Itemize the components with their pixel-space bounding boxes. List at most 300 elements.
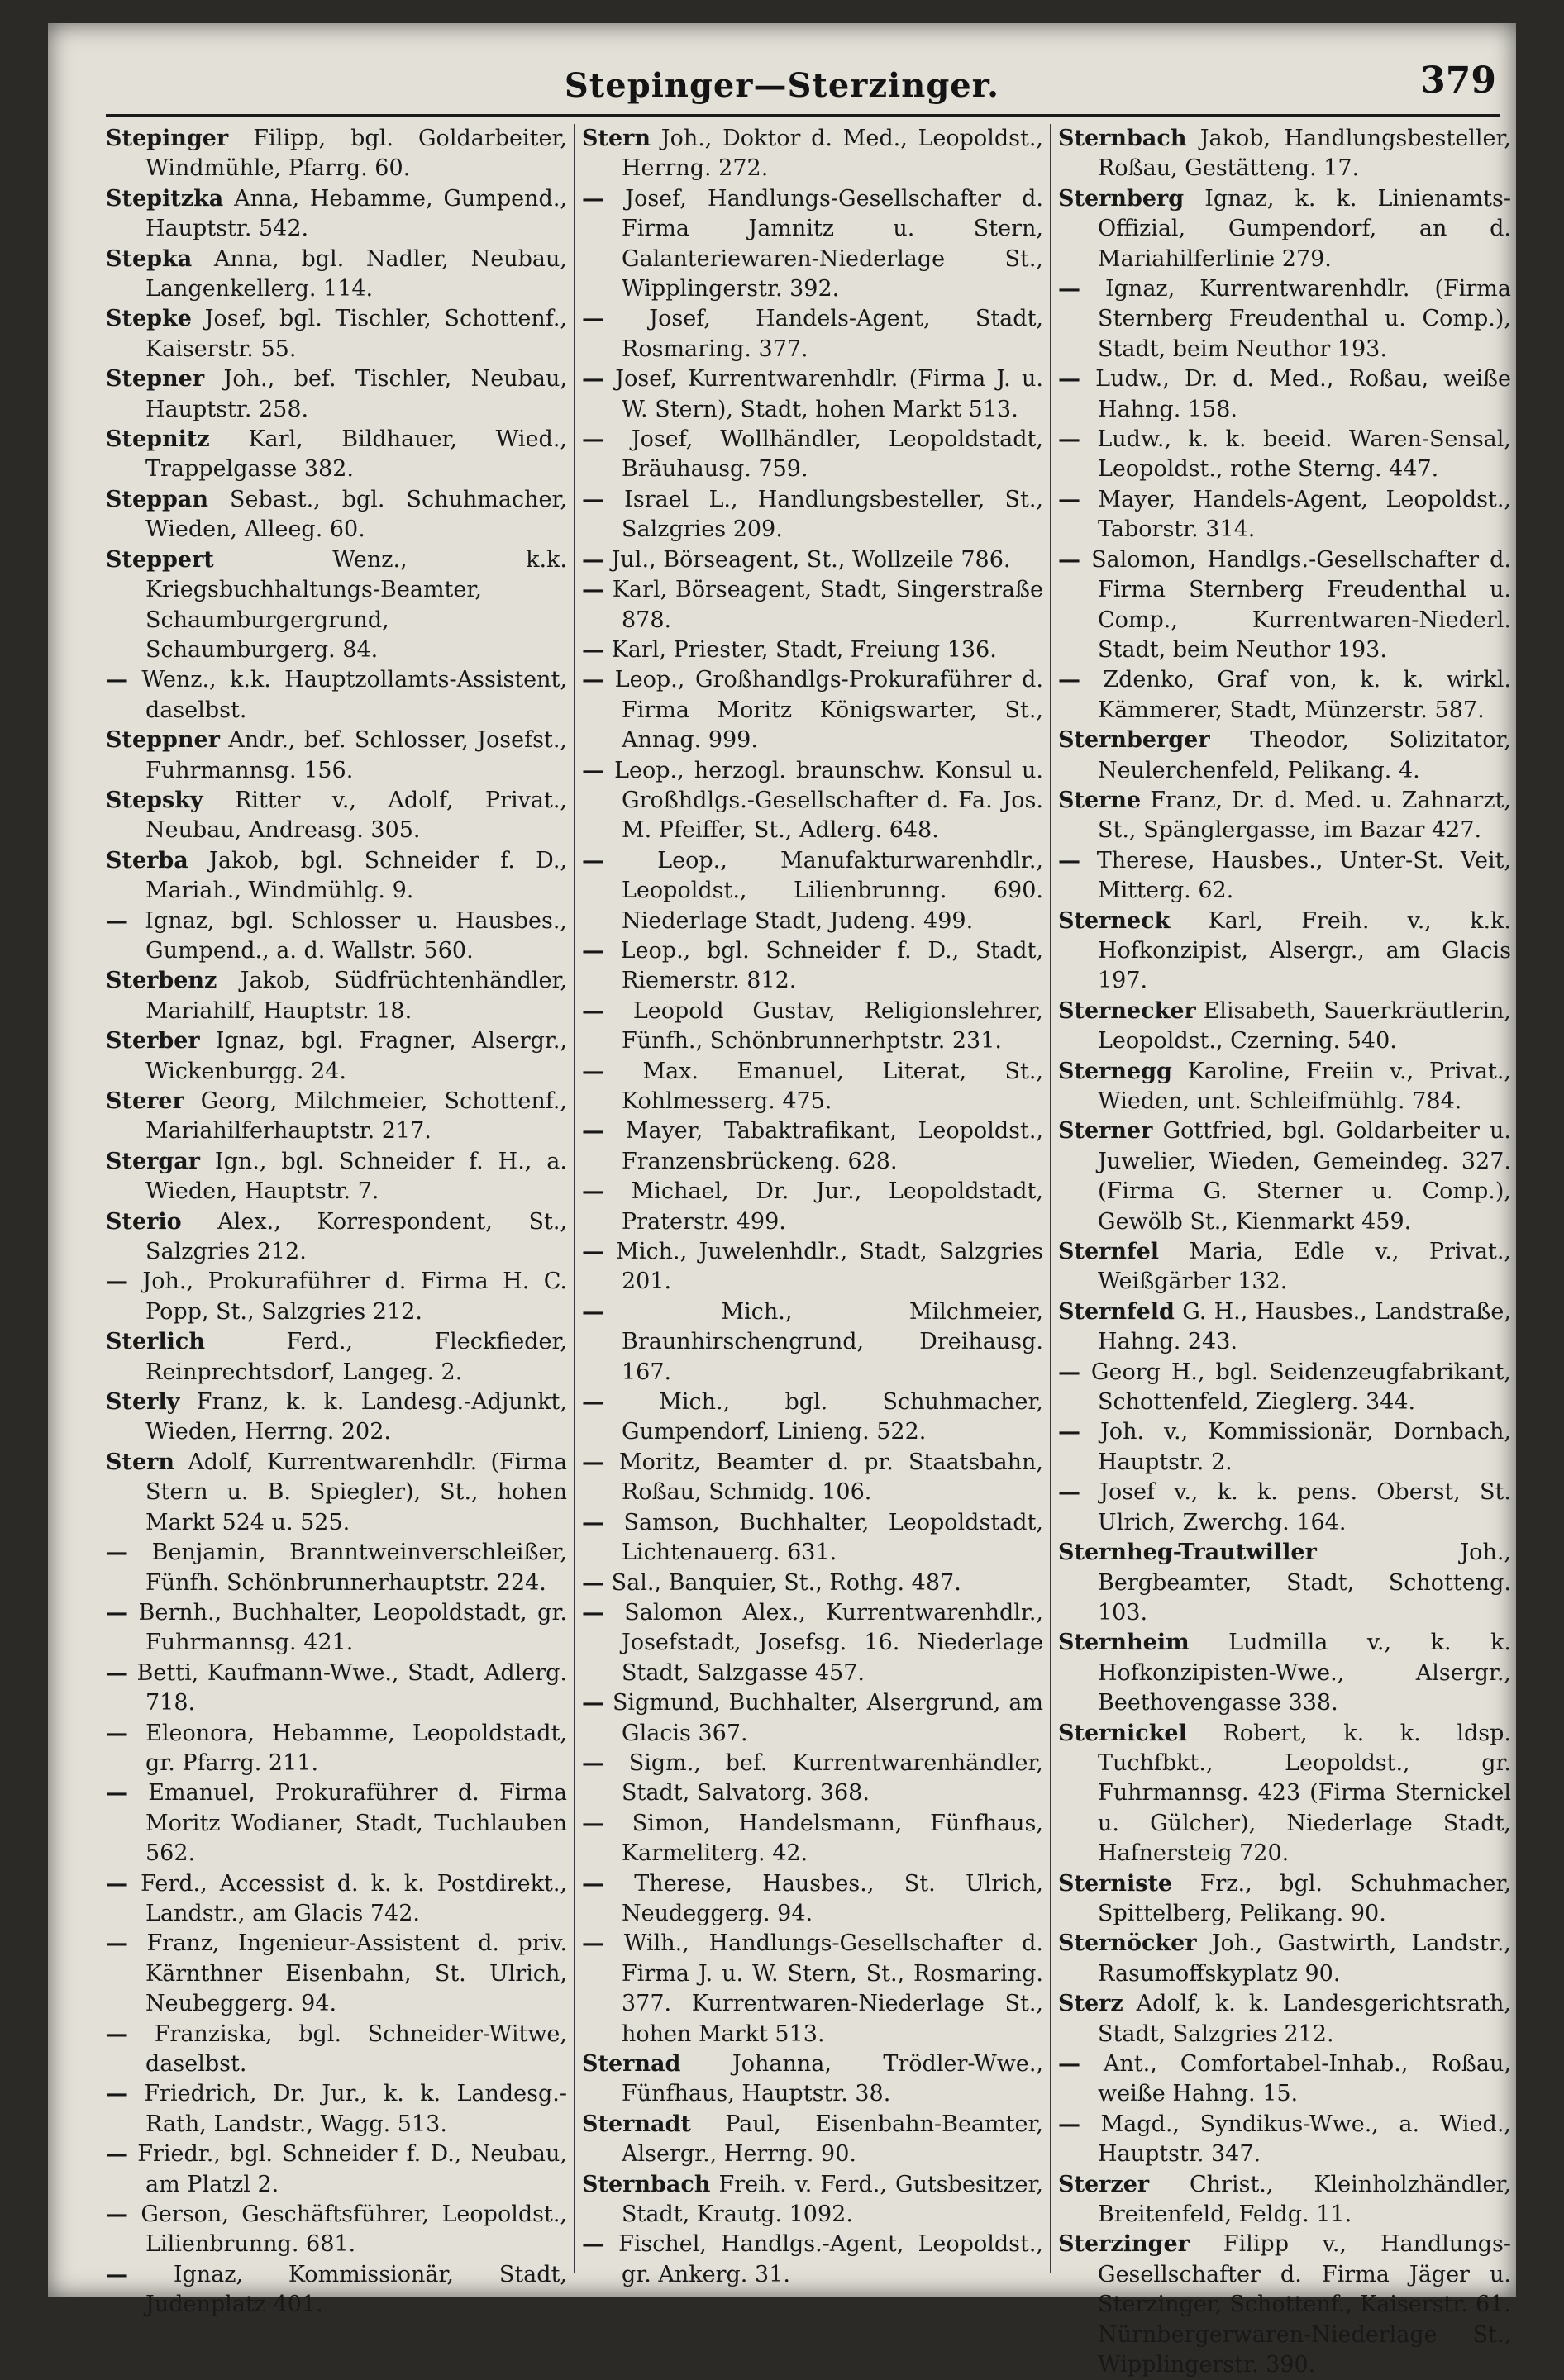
entry-details: Sebast., bgl. Schuhmacher, Wieden, Alleeg. 60. [145,486,567,543]
directory-entry [582,635,1043,665]
directory-entry [582,124,1043,184]
entry-surname: — [582,426,604,453]
entry-surname: Stepitzka [106,185,224,212]
entry-details: Ignaz, Kurrentwarenhdlr. (Firma Sternberg Freudenthal u. Comp.), Stadt, beim Neuthor 193. [1098,276,1511,362]
directory-entry [582,364,1043,425]
entry-details: Sal., Banquier, St., Rothg. 487. [611,1569,961,1596]
entry-surname: — [1058,2111,1080,2137]
directory-entry [106,1026,567,1087]
entry-surname: — [1058,486,1080,512]
page-number: 379 [1420,60,1496,102]
directory-entry [1058,485,1511,545]
entry-details: Israel L., Handlungsbesteller, St., Salzgries 209. [622,486,1043,543]
directory-entry [106,1388,567,1448]
directory-entry [1058,1719,1511,1869]
entry-details: Moritz, Beamter d. pr. Staatsbahn, Roßau, Schmidg. 106. [619,1449,1043,1506]
entry-surname: — [582,1389,604,1416]
directory-entry [582,1568,1043,1598]
directory-entry [582,1057,1043,1117]
directory-entry [106,245,567,305]
directory-entry [1058,425,1511,485]
entry-surname: — [1058,1359,1080,1385]
entry-details: Friedrich, Dr. Jur., k. k. Landesg.-Rath, Landstr., Wagg. 513. [144,2081,567,2137]
entry-surname: Steppert [106,546,214,573]
directory-entry [1058,184,1511,274]
directory-entry [106,2260,567,2320]
entry-details: Mich., Juwelenhdlr., Stadt, Salzgries 201. [616,1239,1043,1295]
entry-surname: — [1058,1419,1080,1445]
directory-entry [106,966,567,1026]
page-header [48,48,1516,114]
entry-surname: — [1058,366,1080,393]
entry-surname: Sterniste [1058,1870,1173,1897]
entry-surname: — [582,997,604,1024]
entry-details: Elisabeth, Sauerkräutlerin, Leopoldst., Czerning. 540. [1098,997,1511,1054]
entry-surname: — [1058,667,1080,693]
directory-entry [1058,364,1511,425]
entry-details: Michael, Dr. Jur., Leopoldstadt, Praterstr. 499. [622,1178,1043,1235]
entry-surname: — [106,667,128,693]
directory-entry [1058,997,1511,1057]
entry-surname: — [106,1720,128,1746]
directory-entry [1058,786,1511,846]
directory-entry [582,184,1043,305]
entry-surname: — [582,366,604,393]
column-divider [1050,124,1051,2273]
entry-details: Paul, Eisenbahn-Beamter, Alsergr., Herrng. 90. [622,2111,1043,2168]
entry-details: Therese, Hausbes., St. Ulrich, Neudeggerg. 94. [622,1870,1043,1926]
entry-details: Freih. v. Ferd., Gutsbesitzer, Stadt, Krautg. 1092. [622,2171,1043,2228]
directory-entry [1058,2230,1511,2380]
entry-surname: — [582,1058,604,1084]
entry-details: Sigm., bef. Kurrentwarenhändler, Stadt, Salvatorg. 368. [622,1749,1043,1806]
entry-surname: — [582,1509,604,1535]
entry-surname: Stern [106,1449,175,1475]
entry-details: Josef v., k. k. pens. Oberst, St. Ulrich, Zwerchg. 164. [1098,1479,1511,1535]
entry-surname: Stepsky [106,787,203,813]
entry-details: Josef, Handlungs-Gesellschafter d. Firma Jamnitz u. Stern, Galanteriewaren-Niederlage St., Wipplingerstr. 392. [622,185,1043,302]
entry-details: Maria, Edle v., Privat., Weißgärber 132. [1098,1239,1512,1295]
entry-details: Filipp, bgl. Goldarbeiter, Windmühle, Pfarrg. 60. [145,126,567,182]
entry-surname: Sterne [1058,787,1142,813]
directory-entry [582,756,1043,846]
entry-details: Ign., bgl. Schneider f. H., a. Wieden, Hauptstr. 7. [145,1148,567,1205]
directory-entry [582,425,1043,485]
directory-entry [1058,1478,1511,1538]
entry-surname: — [582,546,604,573]
entry-details: Wilh., Handlungs-Gesellschafter d. Firma J. u. W. Stern, St., Rosmaring. 377. Kurrentwaren-Niederlage St., hohen Markt 513. [622,1930,1043,2047]
entry-surname: Sterzinger [1058,2231,1190,2258]
entry-details: Wenz., k.k. Hauptzollamts-Assistent, daselbst. [141,667,567,723]
entry-details: Leop., Großhandlgs-Prokuraführer d. Firma Moritz Königswarter, St., Annag. 999. [614,667,1043,754]
entry-details: Ant., Comfortabel-Inhab., Roßau, weiße Hahng. 15. [1098,2051,1511,2107]
entry-details: Karl, Priester, Stadt, Freiung 136. [611,636,997,663]
entry-details: Fischel, Handlgs.-Agent, Leopoldst., gr. Ankerg. 31. [618,2231,1043,2287]
entry-surname: Sternheg-Trautwiller [1058,1540,1317,1566]
entry-surname: Sternad [582,2051,681,2077]
entry-surname: — [582,185,604,212]
entry-details: Benjamin, Branntweinverschleißer, Fünfh. Schönbrunnerhauptstr. 224. [145,1540,567,1596]
entry-surname: Stern [582,126,651,151]
column-3 [1058,124,1512,2378]
directory-entry [106,665,567,726]
directory-entry [1058,1237,1511,1297]
entry-details: Joh., bef. Tischler, Neubau, Hauptstr. 258. [145,366,567,422]
directory-entry [106,2079,567,2140]
entry-details: Franz, Dr. d. Med. u. Zahnarzt, St., Spänglergasse, im Bazar 427. [1098,787,1511,844]
directory-entry [582,2230,1043,2290]
entry-details: Mich., bgl. Schuhmacher, Gumpendorf, Linieng. 522. [622,1389,1043,1445]
column-1 [106,124,568,2318]
entry-details: Gerson, Geschäftsführer, Leopoldst., Lilienbrunng. 681. [141,2202,567,2258]
entry-details: Andr., bef. Schlosser, Josefst., Fuhrmannsg. 156. [145,727,567,783]
directory-entry [106,184,567,245]
entry-surname: Sterly [106,1389,180,1416]
directory-entry [106,1147,567,1207]
entry-surname: — [582,1870,604,1897]
entry-surname: — [106,2261,128,2287]
entry-details: Salomon, Handlgs.-Gesellschafter d. Firma Sternberg Freudenthal u. Comp., Kurrentwaren-Niederl. Stadt, beim Neuthor 193. [1091,546,1511,663]
directory-entry [106,907,567,967]
directory-entry [106,1598,567,1659]
entry-details: Sigmund, Buchhalter, Alsergrund, am Glacis 367. [612,1690,1043,1746]
entry-surname: — [1058,276,1080,302]
entry-surname: Sterba [106,847,188,873]
entry-surname: Stergar [106,1148,200,1174]
entry-details: Jakob, bgl. Schneider f. D., Mariah., Windmühlg. 9. [145,847,567,904]
entry-surname: Stepka [106,245,193,272]
entry-surname: Steppner [106,727,220,754]
entry-surname: Sterer [106,1088,184,1114]
entry-details: Leop., Manufakturwarenhdlr., Leopoldst., Lilienbrunng. 690. Niederlage Stadt, Judeng. 499. [622,847,1043,934]
directory-entry [1058,2170,1511,2230]
entry-details: Salomon Alex., Kurrentwarenhdlr., Josefstadt, Josefsg. 16. Niederlage Stadt, Salzgasse 457. [622,1599,1043,1686]
entry-details: G. H., Hausbes., Landstraße, Hahng. 243. [1098,1298,1511,1355]
entry-surname: — [582,1810,604,1836]
entry-surname: — [582,486,604,512]
entry-surname: — [582,1178,604,1205]
entry-details: Leop., bgl. Schneider f. D., Stadt, Riemerstr. 812. [620,937,1043,994]
entry-surname: — [582,2231,604,2258]
entry-details: Adolf, Kurrentwarenhdlr. (Firma Stern u. B. Spiegler), St., hohen Markt 524 u. 525. [145,1449,567,1535]
entry-surname: Sterlich [106,1329,205,1355]
entry-surname: Sterneck [1058,907,1171,934]
entry-details: Mayer, Handels-Agent, Leopoldst., Taborstr. 314. [1098,486,1511,543]
entry-details: Franz, Ingenieur-Assistent d. priv. Kärnthner Eisenbahn, St. Ulrich, Neubeggerg. 94. [145,1930,567,2017]
directory-entry [106,1659,567,1719]
directory-entry [582,846,1043,936]
entry-details: Wenz., k.k. Kriegsbuchhaltungs-Beamter, Schaumburgergrund, Schaumburgerg. 84. [145,546,567,663]
directory-entry [582,1297,1043,1388]
entry-details: Josef, bgl. Tischler, Schottenf., Kaiserstr. 55. [145,306,567,362]
column-2 [582,124,1044,2287]
entry-surname: Sternbach [582,2171,711,2197]
entry-details: Anna, bgl. Nadler, Neubau, Langenkellerg. 114. [145,245,567,302]
directory-entry [582,1809,1043,1869]
entry-details: Ludw., Dr. d. Med., Roßau, weiße Hahng. 158. [1095,366,1511,422]
entry-details: Josef, Handels-Agent, Stadt, Rosmaring. 377. [622,306,1043,362]
entry-details: Jul., Börseagent, St., Wollzeile 786. [611,546,1011,573]
directory-entry [106,364,567,425]
entry-surname: Steppan [106,486,209,512]
entry-details: Franz, k. k. Landesg.-Adjunkt, Wieden, Herrng. 202. [145,1389,567,1445]
entry-surname: — [582,1930,604,1957]
entry-surname: Sterbenz [106,968,217,994]
directory-entry [106,1448,567,1538]
entry-surname: Sternecker [1058,997,1196,1024]
entry-details: Friedr., bgl. Schneider f. D., Neubau, am Platzl 2. [137,2141,567,2197]
entry-details: Robert, k. k. ldsp. Tuchfbkt., Leopoldst., gr. Fuhrmannsg. 423 (Firma Sternickel u. Gülcher), Niederlage Stadt, Hafnersteig 720. [1098,1720,1511,1867]
entry-details: Joh., Doktor d. Med., Leopoldst., Herrng. 272. [622,126,1043,182]
entry-details: Betti, Kaufmann-Wwe., Stadt, Adlerg. 718. [136,1659,567,1716]
entry-details: Ignaz, k. k. Linienamts-Offizial, Gumpendorf, an d. Mariahilferlinie 279. [1098,185,1511,272]
entry-surname: — [106,2202,128,2228]
directory-entry [582,936,1043,997]
directory-entry [582,2049,1043,2110]
entry-details: Josef, Kurrentwarenhdlr. (Firma J. u. W. Stern), Stadt, hohen Markt 513. [615,366,1043,422]
entry-surname: — [582,1239,604,1265]
directory-page [48,23,1516,2378]
entry-details: Ferd., Accessist d. k. k. Postdirekt., Landstr., am Glacis 742. [141,1870,567,1926]
entry-details: Therese, Hausbes., Unter-St. Veit, Mitterg. 62. [1096,847,1511,904]
entry-surname: — [106,1599,128,1626]
directory-entry [1058,2049,1511,2110]
entry-details: Zdenko, Graf von, k. k. wirkl. Kämmerer, Stadt, Münzerstr. 587. [1098,667,1511,723]
entry-surname: — [1058,847,1080,873]
directory-entry [106,1869,567,1930]
entry-details: Ludmilla v., k. k. Hofkonzipisten-Wwe., Alsergr., Beethovengasse 338. [1098,1630,1511,1716]
entry-surname: Sterio [106,1208,182,1235]
directory-entry [106,1207,567,1268]
directory-entry [1058,1869,1511,1930]
entry-surname: — [582,577,604,603]
directory-entry [582,304,1043,364]
entry-surname: — [1058,426,1080,453]
entry-details: Frz., bgl. Schuhmacher, Spittelberg, Pelikang. 90. [1098,1870,1511,1926]
entry-details: Bernh., Buchhalter, Leopoldstadt, gr. Fuhrmannsg. 421. [138,1599,567,1656]
entry-surname: — [106,1540,128,1566]
entry-surname: — [582,1599,604,1626]
directory-entry [106,1538,567,1598]
directory-entry [582,1749,1043,1809]
directory-entry [1058,545,1511,666]
entry-surname: — [106,1659,128,1686]
entry-details: Karl, Bildhauer, Wied., Trappelgasse 382. [145,426,567,483]
entry-details: Anna, Hebamme, Gumpend., Hauptstr. 542. [145,185,567,242]
entry-surname: — [582,757,604,783]
entry-details: Mich., Milchmeier, Braunhirschengrund, Dreihausg. 167. [622,1298,1043,1385]
entry-details: Simon, Handelsmann, Fünfhaus, Karmeliterg. 42. [622,1810,1043,1867]
entry-surname: Sternheim [1058,1630,1190,1656]
directory-entry [1058,124,1511,184]
entry-surname: Stepke [106,306,192,332]
directory-entry [582,1929,1043,2049]
directory-entry [582,575,1043,635]
entry-details: Christ., Kleinholzhändler, Breitenfeld, Feldg. 11. [1098,2171,1511,2228]
directory-entry [106,2200,567,2260]
entry-details: Joh., Gastwirth, Landstr., Rasumoffskyplatz 90. [1098,1930,1511,1987]
entry-surname: Stepner [106,366,205,393]
entry-details: Jakob, Südfrüchtenhändler, Mariahilf, Hauptstr. 18. [145,968,567,1024]
entry-surname: — [582,636,604,663]
entry-surname: Sterner [1058,1118,1153,1145]
entry-surname: — [582,937,604,964]
entry-details: Georg H., bgl. Seidenzeugfabrikant, Schottenfeld, Zieglerg. 344. [1090,1359,1511,1416]
directory-entry [582,485,1043,545]
directory-entry [106,2020,567,2080]
directory-entry [582,2110,1043,2170]
entry-surname: — [106,1269,128,1295]
directory-entry [106,1327,567,1388]
entry-details: Ritter v., Adolf, Privat., Neubau, Andreasg. 305. [145,787,567,844]
entry-surname: Sternbach [1058,126,1187,151]
directory-entry [582,997,1043,1057]
entry-details: Gottfried, bgl. Goldarbeiter u. Juwelier, Wieden, Gemeindeg. 327. (Firma G. Sterner u. Comp.), Gewölb St., Kienmarkt 459. [1098,1118,1511,1235]
directory-entry [582,1869,1043,1930]
entry-surname: — [582,1749,604,1776]
entry-details: Johanna, Trödler-Wwe., Fünfhaus, Hauptstr. 38. [622,2051,1043,2107]
entry-details: Ignaz, bgl. Fragner, Alsergr., Wickenburgg. 24. [145,1028,568,1084]
directory-entry [1058,846,1511,907]
entry-surname: — [582,1298,604,1325]
entry-details: Magd., Syndikus-Wwe., a. Wied., Hauptstr. 347. [1098,2111,1511,2168]
entry-surname: — [582,847,604,873]
directory-entry [582,545,1043,575]
entry-details: Josef, Wollhändler, Leopoldstadt, Bräuhausg. 759. [622,426,1043,483]
directory-entry [582,1688,1043,1749]
entry-surname: — [582,1449,604,1475]
entry-surname: Sternberg [1058,185,1185,212]
page-title: Stepinger—Sterzinger. [564,66,1000,105]
directory-entry [106,304,567,364]
directory-entry [1058,1116,1511,1237]
entry-details: Eleonora, Hebamme, Leopoldstadt, gr. Pfarrg. 211. [145,1720,567,1776]
directory-entry [582,665,1043,755]
entry-details: Theodor, Solizitator, Neulerchenfeld, Pelikang. 4. [1098,727,1511,783]
entry-surname: — [106,1780,128,1806]
entry-surname: Sternadt [582,2111,691,2137]
entry-surname: — [582,1569,604,1596]
entry-surname: Sternickel [1058,1720,1187,1746]
entry-details: Joh., Prokuraführer d. Firma H. C. Popp, St., Salzgries 212. [142,1269,567,1325]
entry-surname: — [106,907,128,934]
entry-surname: — [582,1118,604,1145]
entry-surname: Sterz [1058,1991,1123,2017]
directory-entry [1058,1989,1511,2049]
entry-surname: Stepinger [106,126,229,151]
directory-entry [1058,907,1511,997]
directory-entry [106,485,567,545]
entry-details: Samson, Buchhalter, Leopoldstadt, Lichtenauerg. 631. [622,1509,1043,1566]
entry-details: Emanuel, Prokuraführer d. Firma Moritz Wodianer, Stadt, Tuchlauben 562. [145,1780,567,1867]
entry-surname: — [106,1870,128,1897]
directory-entry [106,786,567,846]
directory-entry [582,1508,1043,1568]
directory-entry [1058,1358,1511,1418]
entry-details: Karl, Börseagent, Stadt, Singerstraße 878. [612,577,1044,633]
entry-surname: — [1058,546,1080,573]
directory-entry [106,1719,567,1779]
directory-entry [1058,1057,1511,1117]
entry-details: Leopold Gustav, Religionslehrer, Fünfh., Schönbrunnerhptstr. 231. [622,997,1043,1054]
entry-details: Joh. v., Kommissionär, Dornbach, Hauptstr. 2. [1098,1419,1511,1475]
entry-surname: — [106,2141,128,2168]
directory-entry [1058,2110,1511,2170]
entry-details: Joh., Bergbeamter, Stadt, Schotteng. 103. [1098,1540,1511,1626]
directory-entry [582,1598,1043,1688]
entry-details: Georg, Milchmeier, Schottenf., Mariahilferhauptstr. 217. [145,1088,567,1145]
directory-entry [106,545,567,666]
entry-surname: — [582,306,604,332]
entry-details: Alex., Korrespondent, St., Salzgries 212. [145,1208,567,1265]
directory-entry [1058,726,1511,786]
entry-details: Ignaz, bgl. Schlosser u. Hausbes., Gumpend., a. d. Wallstr. 560. [145,907,567,964]
entry-surname: — [106,2081,128,2107]
directory-entry [1058,1538,1511,1628]
entry-details: Filipp v., Handlungs-Gesellschafter d. Firma Jäger u. Sterzinger, Schottenf., Kaiserstr. 61. Nürnbergerwaren-Niederlage St., Wipplingerstr. 390. [1098,2231,1511,2378]
entry-surname: — [1058,2051,1080,2077]
entry-surname: Sterber [106,1028,200,1054]
directory-entry [582,1116,1043,1177]
directory-entry [582,2170,1043,2230]
directory-entry [1058,274,1511,364]
directory-entry [1058,1628,1511,1718]
directory-entry [582,1177,1043,1237]
directory-entry [106,1778,567,1868]
directory-entry [106,726,567,786]
entry-details: Karoline, Freiin v., Privat., Wieden, unt. Schleifmühlg. 784. [1098,1058,1512,1114]
directory-entry [1058,665,1511,726]
directory-entry [582,1388,1043,1448]
directory-entry [1058,1297,1511,1358]
directory-entry [1058,1929,1511,1989]
entry-surname: Sternfeld [1058,1298,1175,1325]
entry-surname: — [582,667,604,693]
entry-details: Mayer, Tabaktrafikant, Leopoldst., Franzensbrückeng. 628. [622,1118,1043,1174]
directory-entry [582,1448,1043,1508]
entry-surname: Sternberger [1058,727,1210,754]
directory-entry [106,1087,567,1147]
entry-details: Max. Emanuel, Literat, St., Kohlmesserg. 475. [622,1058,1043,1114]
entry-details: Jakob, Handlungsbesteller, Roßau, Gestätteng. 17. [1098,126,1511,182]
column-divider [574,124,575,2273]
directory-entry [106,1267,567,1327]
directory-entry [106,2140,567,2200]
entry-surname: — [1058,1479,1080,1506]
entry-details: Adolf, k. k. Landesgerichtsrath, Stadt, Salzgries 212. [1098,1991,1511,2047]
header-rule [106,114,1500,117]
directory-entry [106,425,567,485]
directory-entry [1058,1417,1511,1478]
entry-surname: — [106,1930,128,1957]
directory-entry [106,846,567,907]
entry-surname: Sternegg [1058,1058,1172,1084]
directory-entry [106,1929,567,2019]
entry-surname: — [582,1690,604,1716]
entry-details: Karl, Freih. v., k.k. Hofkonzipist, Alsergr., am Glacis 197. [1098,907,1511,994]
entry-details: Franziska, bgl. Schneider-Witwe, daselbst. [145,2021,567,2077]
entry-details: Leop., herzogl. braunschw. Konsul u. Großhdlgs.-Gesellschafter d. Fa. Jos. M. Pfeiffer, St., Adlerg. 648. [614,757,1043,844]
entry-details: Ludw., k. k. beeid. Waren-Sensal, Leopoldst., rothe Sterng. 447. [1097,426,1511,483]
directory-entry [106,124,567,184]
entry-surname: Stepnitz [106,426,210,453]
entry-surname: — [106,2021,128,2047]
entry-surname: Sternfel [1058,1239,1160,1265]
entry-details: Ferd., Fleckfieder, Reinprechtsdorf, Langeg. 2. [145,1329,567,1385]
entry-details: Ignaz, Kommissionär, Stadt, Judenplatz 401. [145,2261,567,2318]
entry-surname: Sterzer [1058,2171,1150,2197]
entry-surname: Sternöcker [1058,1930,1197,1957]
